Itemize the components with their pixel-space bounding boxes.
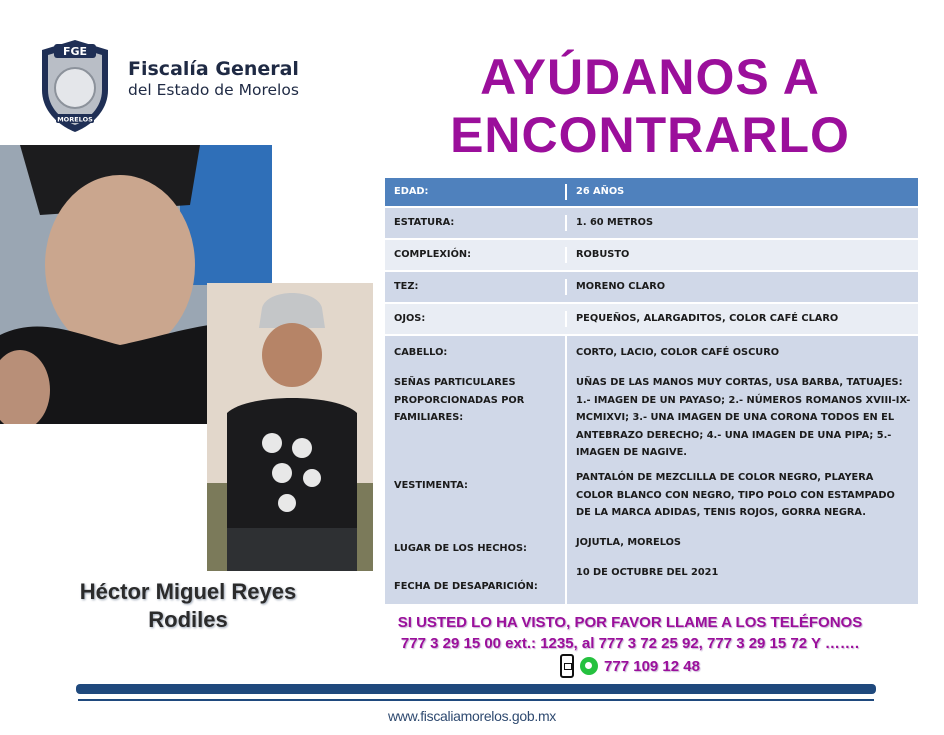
- footer-bar: [76, 684, 876, 694]
- fge-logo-text: [128, 58, 299, 100]
- row-tez: [385, 272, 918, 304]
- headline: [410, 48, 890, 164]
- logo-title: Fiscalía General: [128, 58, 299, 80]
- value-ojos: PEQUEÑOS, ALARGADITOS, COLOR CAFÉ CLARO: [576, 313, 839, 324]
- label-ojos: OJOS:: [385, 311, 567, 327]
- person-name-line2: Rodiles: [148, 607, 228, 632]
- person-name: [60, 578, 316, 634]
- row-details-block: [385, 336, 918, 604]
- details-table: [385, 178, 918, 604]
- svg-text:FGE: FGE: [62, 45, 88, 58]
- svg-text:MORELOS: MORELOS: [57, 115, 93, 124]
- footer-divider: [78, 699, 874, 701]
- whatsapp-icon: [580, 657, 598, 675]
- value-vestimenta: PANTALÓN DE MEZCLILLA DE COLOR NEGRO, PLAYERA COLOR BLANCO CON NEGRO, TIPO POLO CON ESTAMPADO DE LA MARCA ADIDAS, TENIS ROJOS, GORRA NEGRA.: [576, 472, 895, 518]
- row-edad: [385, 178, 918, 208]
- label-edad: EDAD:: [385, 184, 567, 200]
- value-estatura: 1. 60 METROS: [576, 217, 654, 228]
- value-cabello: CORTO, LACIO, COLOR CAFÉ OSCURO: [576, 347, 780, 358]
- mobile-message-icon: [560, 654, 574, 678]
- row-complexion: [385, 240, 918, 272]
- value-senas: UÑAS DE LAS MANOS MUY CORTAS, USA BARBA, TATUAJES: 1.- IMAGEN DE UN PAYASO; 2.- NÚMEROS ROMANOS XVIII-IX-MCMIXVI; 3.- UNA IMAGEN DE UNA CORONA TODOS EN EL ANTEBRAZO DERECHO; 4.- UNA IMAGEN DE UNA PIPA; 5.- IMAGEN DE NAGIVE.: [576, 377, 911, 458]
- headline-line2: ENCONTRARLO: [450, 107, 850, 163]
- label-vestimenta: VESTIMENTA:: [394, 480, 468, 491]
- person-name-line1: Héctor Miguel Reyes: [79, 579, 297, 604]
- row-estatura: [385, 208, 918, 240]
- value-lugar: JOJUTLA, MORELOS: [576, 537, 681, 548]
- label-complexion: COMPLEXIÓN:: [385, 247, 567, 263]
- whatsapp-number: 777 109 12 48: [604, 657, 700, 675]
- label-senas: SEÑAS PARTICULARES PROPORCIONADAS POR FAMILIARES:: [394, 377, 525, 423]
- label-estatura: ESTATURA:: [385, 215, 567, 231]
- missing-person-photo-2: [207, 283, 373, 571]
- fge-badge-logo: [38, 38, 112, 134]
- contact-info: [340, 612, 920, 678]
- row-ojos: [385, 304, 918, 336]
- value-fecha: 10 DE OCTUBRE DEL 2021: [576, 567, 719, 578]
- website-link[interactable]: www.fiscaliamorelos.gob.mx: [387, 708, 557, 724]
- label-lugar: LUGAR DE LOS HECHOS:: [394, 543, 527, 554]
- value-complexion: ROBUSTO: [576, 249, 630, 260]
- label-tez: TEZ:: [385, 279, 567, 295]
- logo-subtitle: del Estado de Morelos: [128, 81, 299, 99]
- label-fecha: FECHA DE DESAPARICIÓN:: [394, 581, 538, 592]
- contact-phones: 777 3 29 15 00 ext.: 1235, al 777 3 72 25 92, 777 3 29 15 72 Y …….: [400, 635, 860, 652]
- value-edad: 26 AÑOS: [576, 186, 625, 197]
- contact-line1: SI USTED LO HA VISTO, POR FAVOR LLAME A LOS TELÉFONOS: [397, 614, 863, 631]
- label-cabello: CABELLO:: [394, 347, 448, 358]
- headline-line1: AYÚDANOS A: [480, 49, 820, 105]
- value-tez: MORENO CLARO: [576, 281, 666, 292]
